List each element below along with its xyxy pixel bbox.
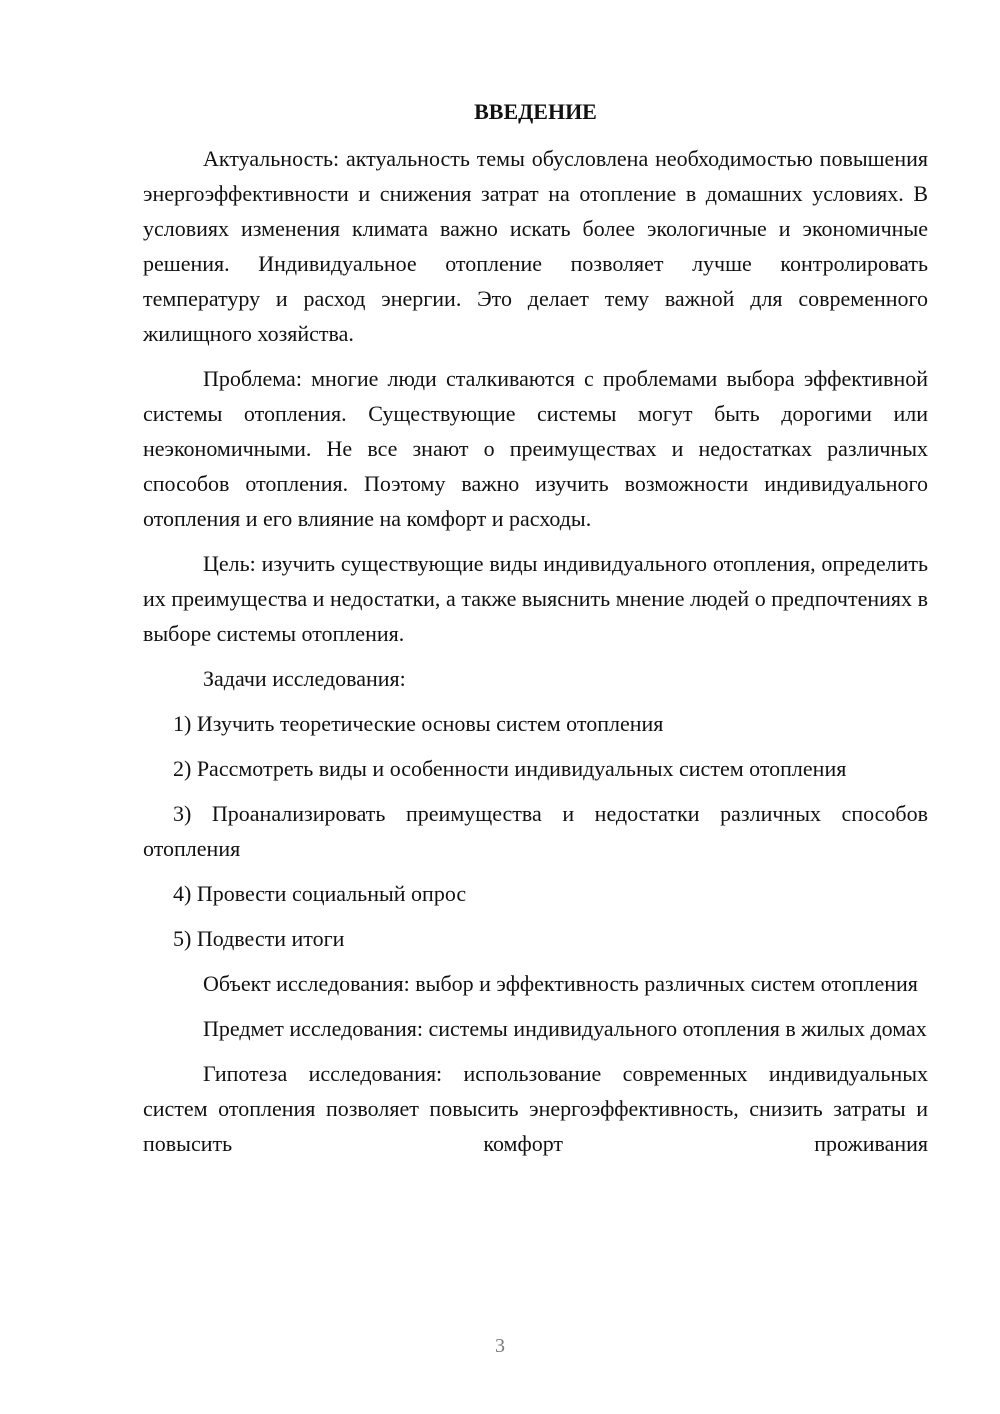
tasks-heading: Задачи исследования: (203, 666, 406, 691)
object-paragraph: Объект исследования: выбор и эффективность различных систем отопления (203, 971, 918, 996)
task-item: 2) Рассмотреть виды и особенности индивидуальных систем отопления (173, 756, 847, 781)
task-item: 3) Проанализировать преимущества и недостатки различных способов отопления (143, 801, 928, 861)
problem-paragraph: Проблема: многие люди сталкиваются с проблемами выбора эффективной системы отопления. Существующие системы могут быть дорогими или неэкономичными. Не все знают о преимуществах и недостатках различных способов отопления. Поэтому важно изучить возможности индивидуального отопления и его влияние на комфорт и расходы. (143, 366, 928, 531)
relevance-paragraph: Актуальность: актуальность темы обусловлена необходимостью повышения энергоэффективности и снижения затрат на отопление в домашних условиях. В условиях изменения климата важно искать более экологичные и экономичные решения. Индивидуальное отопление позволяет лучше контролировать температуру и расход энергии. Это делает тему важной для современного жилищного хозяйства. (143, 146, 928, 346)
page-number: 3 (495, 1335, 505, 1357)
hypothesis-paragraph: Гипотеза исследования: использование современных индивидуальных систем отопления позволяет повысить энергоэффективность, снизить затраты и повысить комфорт проживания (143, 1061, 928, 1156)
goal-paragraph: Цель: изучить существующие виды индивидуального отопления, определить их преимущества и недостатки, а также выяснить мнение людей о предпочтениях в выборе системы отопления. (143, 551, 928, 646)
page-content (143, 94, 928, 1171)
task-item: 5) Подвести итоги (173, 926, 345, 951)
task-item: 4) Провести социальный опрос (173, 881, 467, 906)
subject-paragraph: Предмет исследования: системы индивидуального отопления в жилых домах (203, 1016, 927, 1041)
page-title: ВВЕДЕНИЕ (474, 99, 597, 124)
task-item: 1) Изучить теоретические основы систем отопления (173, 711, 664, 736)
